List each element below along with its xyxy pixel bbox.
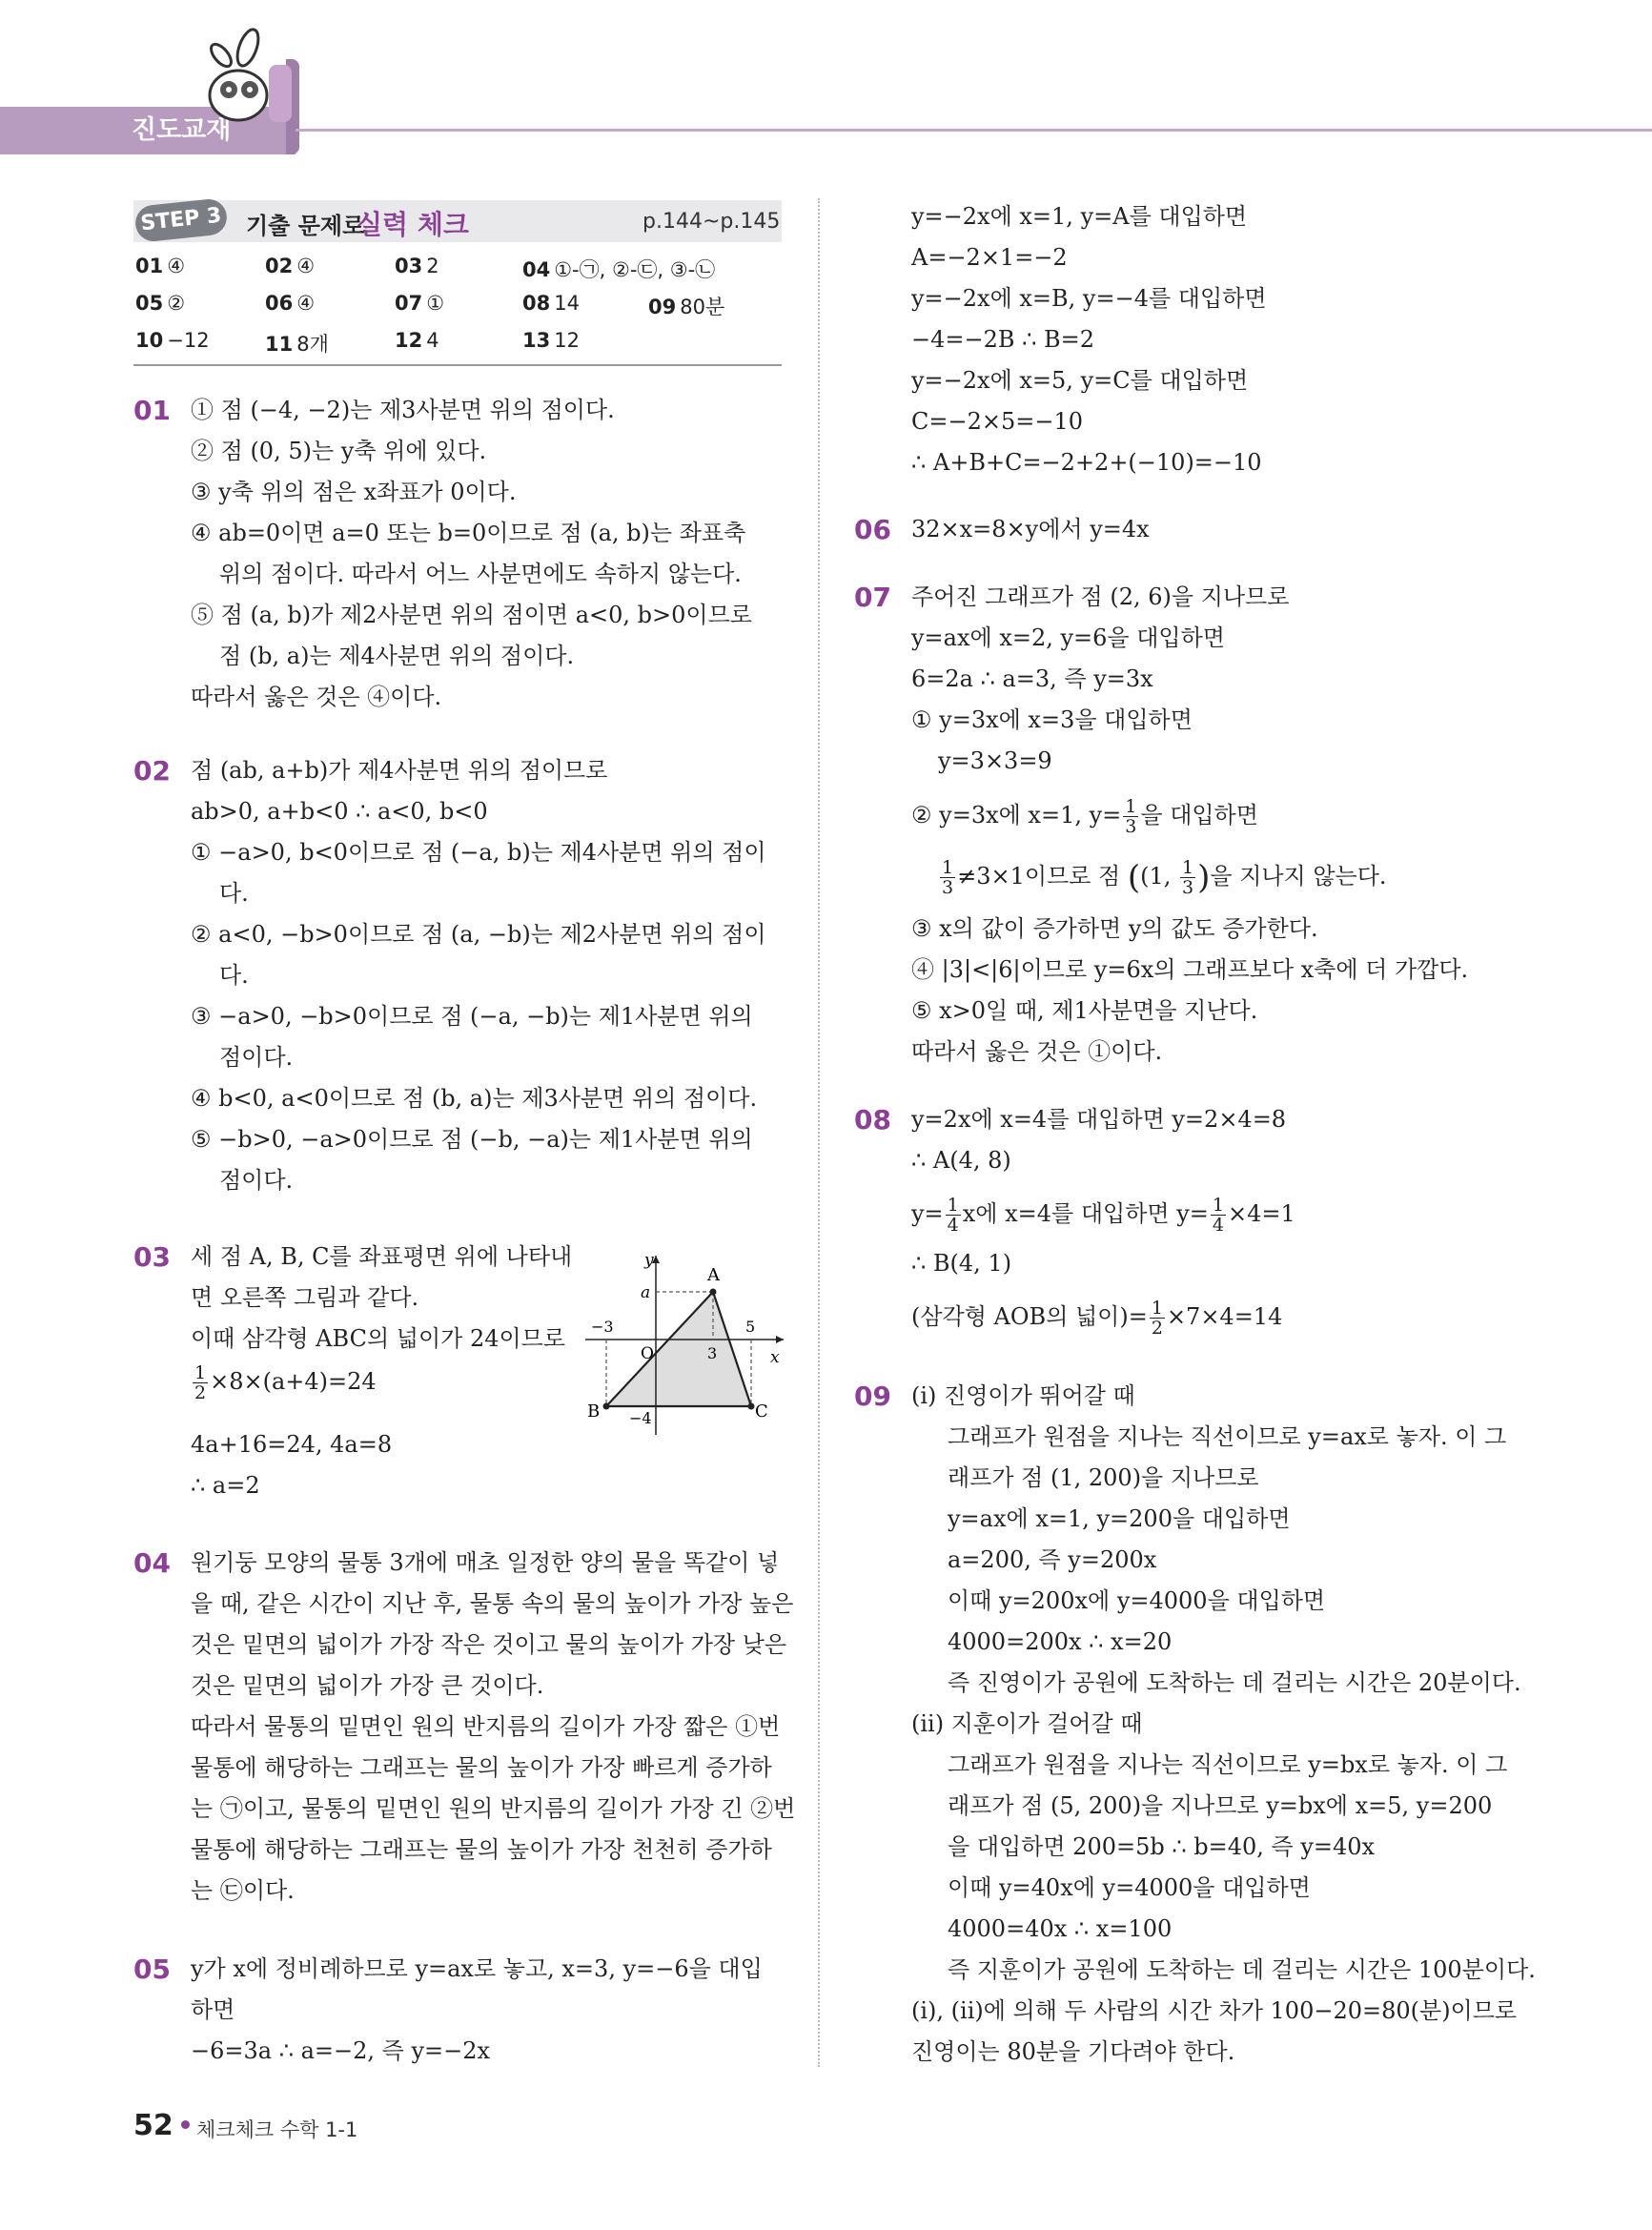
graph-point-a: A (707, 1265, 720, 1285)
graph-point-b: B (587, 1401, 601, 1422)
solution-line: 물통에 해당하는 그래프는 물의 높이가 가장 천천히 증가하 (191, 1836, 772, 1863)
solution-line: 이때 y=200x에 y=4000을 대입하면 (948, 1587, 1326, 1614)
step-title: 기출 문제로 (246, 213, 365, 239)
solution-line: y= $\frac{1}{4}$ x에 x=4를 대입하면 y= $\frac{1}{4}$ ×4=1 (911, 1195, 1295, 1236)
solution-line: 4000=40x ∴ x=100 (948, 1915, 1173, 1942)
step-page-range: p.144~p.145 (642, 210, 781, 234)
solution-line: 것은 밑면의 넓이가 가장 큰 것이다. (191, 1672, 544, 1699)
solution-line: 다. (219, 880, 249, 907)
solution-line: −6=3a ∴ a=−2, 즉 y=−2x (191, 2037, 491, 2064)
column-divider (818, 198, 820, 2067)
triangle-coordinate-graph (572, 1244, 791, 1444)
solution-line: $\frac{1}{3}$ ≠3×1이므로 점 ((1, $\frac{1}{3}$ )을 지나지 않는다. (942, 857, 1387, 898)
solution-line: 점 (ab, a+b)가 제4사분면 위의 점이므로 (191, 757, 608, 784)
answer-item: 02 ④ (265, 255, 316, 277)
header-rule (296, 129, 1652, 132)
answer-item: 06 ④ (265, 292, 316, 315)
problem-number: 09 (854, 1381, 891, 1412)
solution-line: 따라서 옳은 것은 ①이다. (911, 1038, 1163, 1065)
solution-line: ④ b<0, a<0이므로 점 (b, a)는 제3사분면 위의 점이다. (191, 1085, 758, 1112)
solution-line: ① −a>0, b<0이므로 점 (−a, b)는 제4사분면 위의 점이 (191, 839, 766, 866)
solution-line: 면 오른쪽 그림과 같다. (191, 1284, 419, 1311)
solution-line: 래프가 점 (1, 200)을 지나므로 (948, 1464, 1259, 1491)
solution-line: 이때 삼각형 ABC의 넓이가 24이므로 (191, 1325, 566, 1352)
solution-line: 6=2a ∴ a=3, 즉 y=3x (911, 665, 1153, 692)
solution-line: ∴ A(4, 8) (911, 1147, 1011, 1174)
solution-line: $\frac{1}{2}$ ×8×(a+4)=24 (194, 1362, 377, 1403)
solution-line: ② y=3x에 x=1, y= $\frac{1}{3}$ 을 대입하면 (911, 796, 1258, 837)
graph-x-label: x (770, 1348, 780, 1367)
answer-item: 03 2 (395, 255, 439, 277)
answer-key-rule (133, 364, 782, 366)
solution-line: 진영이는 80분을 기다려야 한다. (911, 2038, 1235, 2065)
rabbit-mascot-icon (193, 27, 297, 132)
solution-line: ④ |3|<|6|이므로 y=6x의 그래프보다 x축에 더 가깝다. (911, 956, 1469, 983)
solution-line: ⑤ 점 (a, b)가 제2사분면 위의 점이면 a<0, b>0이므로 (191, 602, 752, 628)
graph-tick: 5 (745, 1318, 756, 1336)
solution-line: 위의 점이다. 따라서 어느 사분면에도 속하지 않는다. (219, 561, 742, 587)
solution-line: y=2x에 x=4를 대입하면 y=2×4=8 (911, 1106, 1287, 1133)
solution-line: 점이다. (219, 1044, 294, 1071)
solution-line: 점이다. (219, 1167, 294, 1194)
solution-line: 이때 y=40x에 y=4000을 대입하면 (948, 1874, 1311, 1901)
solution-line: 하면 (191, 1996, 235, 2023)
fraction: $\frac{1}{3}$ (1182, 857, 1194, 898)
answer-item: 11 8개 (265, 333, 329, 356)
problem-number: 05 (133, 1954, 171, 1985)
solution-line: 는 ㉠이고, 물통의 밑면인 원의 반지름의 길이가 가장 긴 ②번 (191, 1795, 796, 1822)
solution-line: 그래프가 원점을 지나는 직선이므로 y=bx로 놓자. 이 그 (948, 1751, 1508, 1778)
solution-line: a=200, 즉 y=200x (948, 1546, 1157, 1573)
problem-number: 02 (133, 755, 171, 787)
problem-number: 07 (854, 582, 891, 613)
solution-line: 4000=200x ∴ x=20 (948, 1628, 1173, 1655)
solution-line: (삼각형 AOB의 넓이)= $\frac{1}{2}$ ×7×4=14 (911, 1298, 1283, 1339)
graph-tick: 3 (707, 1344, 718, 1362)
answer-item: 10 −12 (135, 329, 210, 352)
solution-line: y=ax에 x=1, y=200을 대입하면 (948, 1505, 1291, 1532)
solution-line: y=−2x에 x=5, y=C를 대입하면 (911, 367, 1249, 394)
problem-number: 04 (133, 1547, 171, 1579)
solution-line: ② 점 (0, 5)는 y축 위에 있다. (191, 438, 487, 464)
page-number: 52 (133, 2109, 173, 2142)
solution-line: ab>0, a+b<0 ∴ a<0, b<0 (191, 798, 488, 825)
solution-line: 따라서 옳은 것은 ④이다. (191, 684, 442, 710)
graph-y-label: y (644, 1251, 654, 1270)
solution-line: 32×x=8×y에서 y=4x (911, 516, 1150, 542)
solution-line: 을 때, 같은 시간이 지난 후, 물통 속의 물의 높이가 가장 높은 (191, 1590, 794, 1617)
solution-line: ① y=3x에 x=3을 대입하면 (911, 706, 1193, 733)
answer-item: 12 4 (395, 329, 439, 352)
solution-line: y=ax에 x=2, y=6을 대입하면 (911, 624, 1225, 651)
fraction: $\frac{1}{2}$ (1151, 1298, 1163, 1339)
solution-line: (i), (ii)에 의해 두 사람의 시간 차가 100−20=80(분)이므로 (911, 1997, 1518, 2024)
solution-line: y가 x에 정비례하므로 y=ax로 놓고, x=3, y=−6을 대입 (191, 1955, 763, 1982)
solution-line: 점 (b, a)는 제4사분면 위의 점이다. (219, 643, 575, 669)
footer-dot (181, 2120, 190, 2129)
solution-line: A=−2×1=−2 (911, 244, 1068, 271)
solution-line: 는 ㉢이다. (191, 1877, 295, 1904)
book-title: 체크체크 수학 1-1 (196, 2118, 358, 2141)
solution-line: ④ ab=0이면 a=0 또는 b=0이므로 점 (a, b)는 좌표축 (191, 520, 746, 546)
problem-number: 01 (133, 395, 171, 426)
solution-line: ② a<0, −b>0이므로 점 (a, −b)는 제2사분면 위의 점이 (191, 921, 766, 948)
solution-line: 즉 진영이가 공원에 도착하는 데 걸리는 시간은 20분이다. (948, 1669, 1521, 1696)
step-title-highlight: 실력 체크 (357, 209, 469, 240)
solution-line: 4a+16=24, 4a=8 (191, 1431, 393, 1458)
solution-line: 물통에 해당하는 그래프는 물의 높이가 가장 빠르게 증가하 (191, 1754, 772, 1781)
fraction: $\frac{1}{4}$ (1212, 1195, 1224, 1236)
solution-line: 원기둥 모양의 물통 3개에 매초 일정한 양의 물을 똑같이 넣 (191, 1549, 780, 1576)
solution-line: ③ x의 값이 증가하면 y의 값도 증가한다. (911, 915, 1318, 942)
solution-line: 세 점 A, B, C를 좌표평면 위에 나타내 (191, 1243, 573, 1270)
answer-item: 07 ① (395, 292, 445, 315)
chapter-label: 진도교재 (132, 115, 232, 145)
solution-line: ③ y축 위의 점은 x좌표가 0이다. (191, 479, 517, 505)
solution-line: C=−2×5=−10 (911, 408, 1083, 435)
solution-line: ⑤ −b>0, −a>0이므로 점 (−b, −a)는 제1사분면 위의 (191, 1126, 753, 1153)
solution-line: 그래프가 원점을 지나는 직선이므로 y=ax로 놓자. 이 그 (948, 1423, 1507, 1450)
problem-number: 06 (854, 514, 891, 545)
solution-line: y=−2x에 x=1, y=A를 대입하면 (911, 203, 1248, 230)
answer-item: 09 80분 (648, 296, 725, 318)
step-badge: STEP 3 (133, 197, 228, 243)
answer-item: 04 ①-㉠, ②-㉢, ③-㉡ (522, 258, 716, 281)
solution-line: 따라서 물통의 밑면인 원의 반지름의 길이가 가장 짧은 ①번 (191, 1713, 781, 1740)
problem-number: 03 (133, 1241, 171, 1273)
solution-line: 주어진 그래프가 점 (2, 6)을 지나므로 (911, 583, 1290, 610)
solution-line: ∴ B(4, 1) (911, 1250, 1012, 1277)
answer-item: 05 ② (135, 292, 186, 315)
graph-origin: O (641, 1344, 654, 1363)
solution-line: y=−2x에 x=B, y=−4를 대입하면 (911, 285, 1267, 312)
solution-line: 다. (219, 962, 249, 989)
solution-line: ⑤ x>0일 때, 제1사분면을 지난다. (911, 997, 1258, 1024)
solution-line: −4=−2B ∴ B=2 (911, 326, 1095, 353)
graph-label-a: a (641, 1283, 651, 1302)
answer-item: 08 14 (522, 292, 580, 315)
fraction: $\frac{1}{2}$ (194, 1362, 207, 1403)
answer-item: 13 12 (522, 329, 580, 352)
solution-line: (ii) 지훈이가 걸어갈 때 (911, 1710, 1143, 1737)
fraction: $\frac{1}{4}$ (947, 1195, 959, 1236)
graph-tick: −3 (591, 1318, 614, 1336)
fraction: $\frac{1}{3}$ (1125, 796, 1137, 837)
solution-line: ③ −a>0, −b>0이므로 점 (−a, −b)는 제1사분면 위의 (191, 1003, 753, 1030)
solution-line: 즉 지훈이가 공원에 도착하는 데 걸리는 시간은 100분이다. (948, 1956, 1536, 1983)
solution-line: 래프가 점 (5, 200)을 지나므로 y=bx에 x=5, y=200 (948, 1792, 1493, 1819)
solution-line: (i) 진영이가 뛰어갈 때 (911, 1382, 1135, 1409)
answer-item: 01 ④ (135, 255, 186, 277)
graph-tick: −4 (629, 1409, 652, 1427)
solution-line: y=3×3=9 (938, 747, 1052, 774)
fraction: $\frac{1}{3}$ (942, 857, 954, 898)
problem-number: 08 (854, 1104, 891, 1135)
solution-line: 것은 밑면의 넓이가 가장 작은 것이고 물의 높이가 가장 낮은 (191, 1631, 787, 1658)
solution-line: ∴ a=2 (191, 1472, 260, 1499)
solution-line: ① 점 (−4, −2)는 제3사분면 위의 점이다. (191, 397, 615, 423)
solution-line: ∴ A+B+C=−2+2+(−10)=−10 (911, 449, 1262, 476)
graph-point-c: C (755, 1401, 768, 1422)
solution-line: 을 대입하면 200=5b ∴ b=40, 즉 y=40x (948, 1833, 1376, 1860)
